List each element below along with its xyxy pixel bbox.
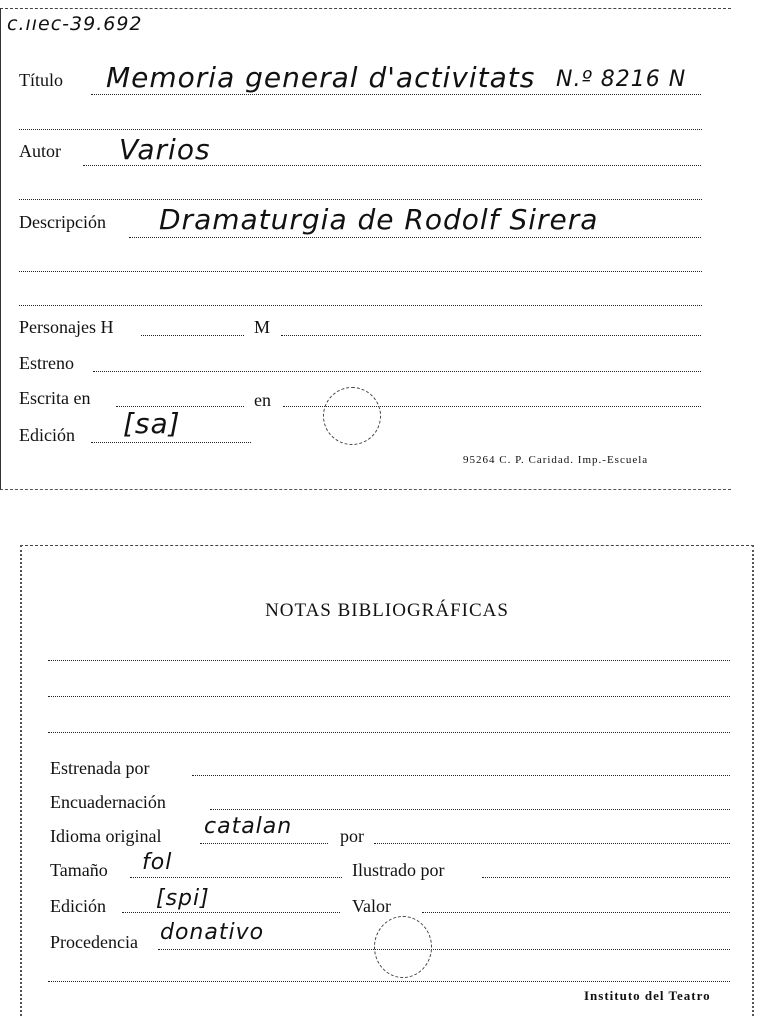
- idioma-por-label: por: [340, 826, 364, 846]
- ilustrado-line: [482, 877, 730, 878]
- titulo-value: Memoria general d'activitats: [106, 61, 536, 94]
- descripcion-line-2: [19, 271, 702, 272]
- idioma-value: catalan: [204, 814, 293, 839]
- institution-imprint: Instituto del Teatro: [584, 988, 711, 1003]
- estrenada-label: Estrenada por: [50, 758, 150, 778]
- descripcion-line-3: [19, 305, 702, 306]
- procedencia-line: [158, 949, 730, 950]
- edicion-value: [sa]: [123, 407, 181, 440]
- descripcion-label: Descripción: [19, 212, 106, 232]
- titulo-line-2: [19, 129, 702, 130]
- edicion-line: [91, 442, 251, 443]
- edicion-label: Edición: [19, 425, 75, 445]
- autor-label: Autor: [19, 141, 61, 161]
- personajes-m-line: [281, 335, 701, 336]
- edicion2-value: [spi]: [156, 886, 210, 911]
- punch-hole-mark: [323, 387, 381, 445]
- titulo-label: Título: [19, 70, 63, 90]
- titulo-line: [91, 94, 701, 95]
- encuadernacion-line: [210, 809, 730, 810]
- tamano-line: [130, 877, 342, 878]
- autor-value: Varios: [119, 133, 211, 166]
- procedencia-value: donativo: [160, 920, 265, 945]
- notas-heading: NOTAS BIBLIOGRÁFICAS: [265, 600, 509, 621]
- personajes-h-line: [141, 335, 244, 336]
- escrita-en-label: en: [254, 390, 271, 410]
- procedencia-line-2: [48, 981, 730, 982]
- catalog-card-front: [0, 8, 731, 490]
- personajes-m-label: M: [254, 317, 271, 337]
- idioma-por-line: [374, 843, 730, 844]
- numero-value: N.º 8216 N: [556, 67, 687, 92]
- punch-hole-mark-2: [374, 916, 432, 978]
- estreno-label: Estreno: [19, 353, 74, 373]
- autor-line-2: [19, 199, 702, 200]
- valor-label: Valor: [352, 896, 391, 916]
- printer-imprint: 95264 C. P. Caridad. Imp.-Escuela: [463, 454, 649, 466]
- estrenada-line: [192, 775, 730, 776]
- ilustrado-label: Ilustrado por: [352, 860, 445, 880]
- personajes-label: Personajes H: [19, 317, 114, 337]
- procedencia-label: Procedencia: [50, 932, 138, 952]
- catalog-reference: c.ııec-39.692: [7, 13, 143, 35]
- encuadernacion-label: Encuadernación: [50, 792, 166, 812]
- catalog-card-back: [20, 545, 754, 1016]
- edicion2-label: Edición: [50, 896, 106, 916]
- descripcion-line: [129, 237, 701, 238]
- edicion2-line: [122, 912, 340, 913]
- tamano-label: Tamaño: [50, 860, 108, 880]
- idioma-label: Idioma original: [50, 826, 162, 846]
- notas-line-3: [48, 732, 730, 733]
- escrita-label: Escrita en: [19, 388, 91, 408]
- estreno-line: [93, 371, 701, 372]
- tamano-value: fol: [142, 850, 173, 875]
- valor-line: [422, 912, 730, 913]
- descripcion-value: Dramaturgia de Rodolf Sirera: [159, 203, 599, 236]
- notas-line-1: [48, 660, 730, 661]
- idioma-line: [200, 843, 328, 844]
- notas-line-2: [48, 696, 730, 697]
